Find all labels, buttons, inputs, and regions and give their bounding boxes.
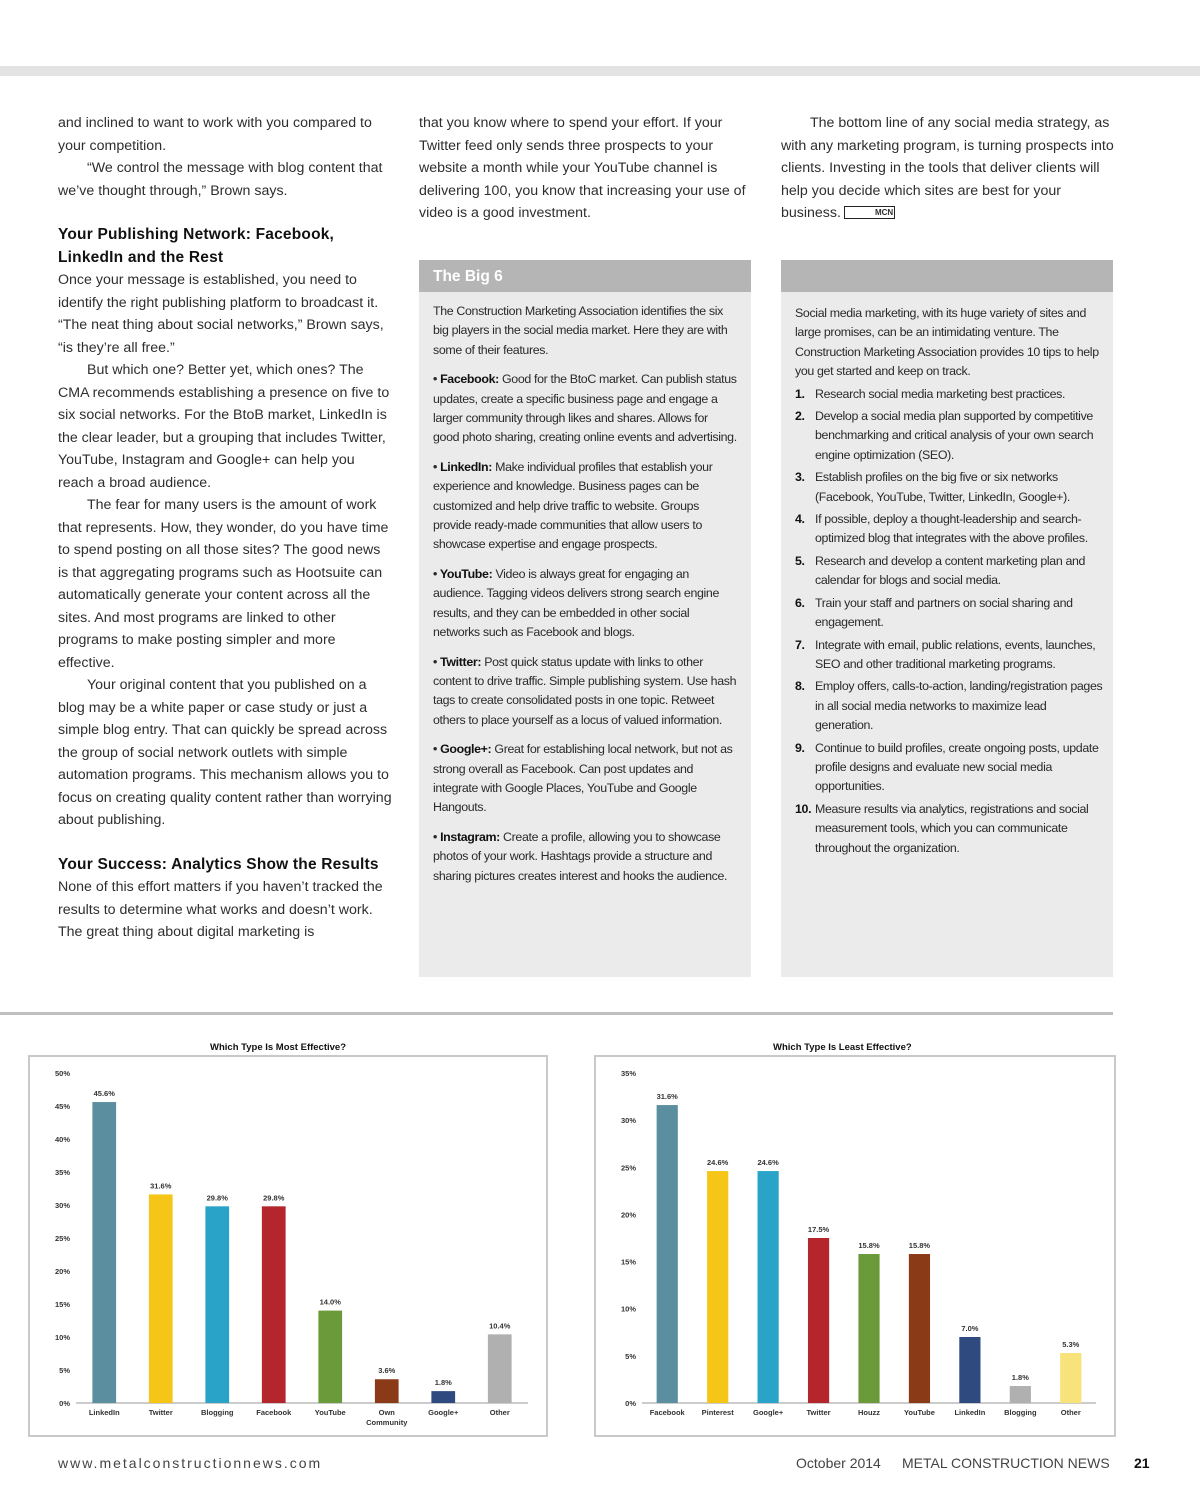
footer-url: www.metalconstructionnews.com xyxy=(58,1455,323,1471)
tip-number: 10. xyxy=(795,801,812,816)
tip-item xyxy=(795,468,1103,507)
sidebar-big-6 xyxy=(419,260,751,977)
tip-item xyxy=(795,677,1103,735)
data-label: 5.3% xyxy=(1062,1340,1080,1350)
x-tick-label: YouTube xyxy=(903,1408,935,1417)
article-column-3 xyxy=(781,112,1116,225)
sidebar-intro: Social media marketing, with its huge variety of sites and large promises, can be an intimidating venture. The Construction Marketing Association provides 10 tips to help you get started and keep on track. xyxy=(795,306,1099,379)
tip-text: Employ offers, calls-to-action, landing/registration pages in all social media networks to maximize lead generation. xyxy=(815,679,1103,733)
x-tick-label: Other xyxy=(1060,1408,1081,1417)
tip-number: 4. xyxy=(795,512,805,527)
bar xyxy=(758,1171,779,1403)
sidebar-title: The Big 6 xyxy=(419,260,751,292)
tip-item xyxy=(795,552,1103,591)
data-label: 29.8% xyxy=(263,1193,285,1203)
tip-text: If possible, deploy a thought-leadership and search-optimized blog that integrates with the above profiles. xyxy=(815,512,1088,546)
data-label: 1.8% xyxy=(1011,1373,1029,1383)
bar xyxy=(959,1337,980,1403)
y-tick-label: 15% xyxy=(54,1300,70,1309)
feature-description: Make individual profiles that establish your experience and knowledge. Business pages can be customized and help drive traffic to website. Groups provide ready-made communities that allow users to showcase expertise and engage prospects. xyxy=(433,459,713,552)
bar xyxy=(1060,1353,1081,1403)
feature-item xyxy=(433,565,737,643)
bar xyxy=(707,1171,728,1403)
y-tick-label: 25% xyxy=(54,1234,70,1243)
y-tick-label: 20% xyxy=(620,1210,636,1220)
bar xyxy=(149,1194,173,1403)
y-tick-label: 15% xyxy=(620,1257,636,1267)
x-tick-label: Own xyxy=(378,1408,395,1417)
tip-text: Continue to build profiles, create ongoing posts, update profile designs and evaluate new social media opportunities. xyxy=(815,740,1099,794)
sidebar-intro: The Construction Marketing Association identifies the six big players in the social media market. Here they are with some of their features. xyxy=(433,304,728,357)
paragraph: that you know where to spend your effort. If your Twitter feed only sends three prospects to your website a month while your YouTube channel is delivering 100, you know that increasing your use of video is a good investment. xyxy=(419,115,746,221)
bar xyxy=(858,1254,879,1403)
x-tick-label: Facebook xyxy=(256,1408,292,1417)
closing-paragraph-text: The bottom line of any social media strategy, as with any marketing program, is turning prospects into clients. Investing in the tools that deliver clients will help you decide which sites are best for your business. xyxy=(781,115,1114,221)
tip-text: Establish profiles on the big five or six networks (Facebook, YouTube, Twitter, LinkedIn, Google+). xyxy=(815,470,1070,504)
tip-text: Research and develop a content marketing plan and calendar for blogs and social media. xyxy=(815,553,1086,588)
data-label: 15.8% xyxy=(858,1241,880,1251)
paragraph xyxy=(781,112,1116,225)
feature-name: LinkedIn: xyxy=(440,459,493,474)
paragraph: None of this effort matters if you haven’t tracked the results to determine what works and doesn’t work. The great thing about digital marketing is xyxy=(58,879,383,940)
y-tick-label: 30% xyxy=(54,1201,70,1210)
bullet-icon: • xyxy=(433,742,441,757)
feature-name: YouTube: xyxy=(439,566,493,581)
y-tick-label: 0% xyxy=(59,1399,70,1408)
data-label: 10.4% xyxy=(489,1321,511,1331)
feature-name: Instagram: xyxy=(440,829,500,844)
paragraph: Once your message is established, you need to identify the right publishing platform to broadcast it. “The neat thing about social networks,” Brown says, “is they’re all free.” xyxy=(58,272,384,356)
x-tick-label: Facebook xyxy=(649,1408,685,1417)
tip-number: 5. xyxy=(795,553,805,568)
feature-name: Twitter: xyxy=(440,654,482,669)
bar xyxy=(431,1391,455,1403)
data-label: 29.8% xyxy=(206,1193,228,1203)
tip-number: 6. xyxy=(795,595,805,610)
tip-number: 2. xyxy=(795,409,805,424)
feature-description: Great for establishing local network, but not as strong overall as Facebook. Can post updates and integrate with Google Places, YouTube and Google Hangouts. xyxy=(433,742,733,815)
tip-text: Develop a social media plan supported by competitive benchmarking and critical analysis of your own search engine optimization (SEO). xyxy=(815,409,1094,462)
tip-number: 1. xyxy=(795,386,805,401)
x-tick-label: LinkedIn xyxy=(954,1408,986,1417)
bullet-icon: • xyxy=(433,654,441,669)
tip-item xyxy=(795,800,1103,858)
data-label: 7.0% xyxy=(961,1324,979,1333)
paragraph: “We control the message with blog content that we’ve thought through,” Brown says. xyxy=(58,160,383,199)
chart-title-most-effective: Which Type Is Most Effective? xyxy=(210,1042,347,1053)
y-tick-label: 0% xyxy=(625,1399,636,1408)
bar xyxy=(1010,1386,1031,1403)
paragraph: Your original content that you published on a blog may be a white paper or case study or just a simple blog entry. That can quickly be spread across the group of social network outlets with simple automation programs. This mechanism allows you to focus on creating quality content rather than worrying about publishing. xyxy=(58,677,392,828)
footer-magazine-name: METAL CONSTRUCTION NEWS xyxy=(902,1455,1110,1471)
tip-text: Train your staff and partners on social sharing and engagement. xyxy=(815,595,1073,630)
bullet-icon: • xyxy=(433,372,441,387)
y-tick-label: 10% xyxy=(54,1333,70,1342)
y-tick-label: 5% xyxy=(59,1366,70,1375)
x-tick-label: Other xyxy=(489,1408,510,1417)
bar xyxy=(909,1254,930,1403)
feature-item xyxy=(433,458,737,555)
bar xyxy=(808,1238,829,1403)
data-label: 31.6% xyxy=(656,1092,678,1102)
paragraph: The fear for many users is the amount of work that represents. How, they wonder, do you have time to spend posting on all those sites? The good news is that aggregating programs such as Hootsuite can automatically generate your content across all the sites. And most programs are linked to other programs to make posting simpler and more effective. xyxy=(58,497,389,671)
data-label: 14.0% xyxy=(319,1297,341,1307)
data-label: 45.6% xyxy=(93,1089,115,1099)
bar xyxy=(488,1334,512,1403)
x-tick-label: Community xyxy=(366,1418,408,1427)
tips-list xyxy=(795,385,1103,858)
tip-number: 9. xyxy=(795,740,805,755)
article-column-2 xyxy=(419,112,754,225)
chart-most-effective xyxy=(28,1055,548,1437)
y-tick-label: 5% xyxy=(625,1351,636,1361)
feature-item xyxy=(433,828,737,886)
feature-description: Good for the BtoC market. Can publish status updates, create a specific business page and engage a larger community through likes and shares. Allows for good photo sharing, creating online events and advertising. xyxy=(433,372,737,445)
article-column-1 xyxy=(58,112,392,944)
bar xyxy=(375,1379,399,1403)
data-label: 3.6% xyxy=(378,1366,396,1376)
feature-name: Facebook: xyxy=(440,372,499,387)
bar xyxy=(205,1206,229,1403)
bar xyxy=(92,1102,116,1403)
y-tick-label: 20% xyxy=(54,1267,70,1276)
chart-title-least-effective: Which Type Is Least Effective? xyxy=(773,1042,912,1053)
feature-item xyxy=(433,740,737,818)
feature-item xyxy=(433,653,737,731)
bullet-icon: • xyxy=(433,566,440,581)
y-tick-label: 45% xyxy=(54,1102,70,1111)
section-heading: Your Publishing Network: Facebook, LinkedIn and the Rest xyxy=(58,226,335,266)
tip-text: Measure results via analytics, registrations and social measurement tools, which you can communicate throughout the organization. xyxy=(815,801,1089,855)
top-divider-bar xyxy=(0,66,1200,76)
section-divider xyxy=(0,1012,1113,1015)
feature-name: Google+: xyxy=(440,742,492,757)
tip-number: 3. xyxy=(795,470,805,485)
y-tick-label: 25% xyxy=(620,1163,636,1173)
footer-issue-date: October 2014 xyxy=(796,1455,881,1471)
tip-number: 8. xyxy=(795,679,805,694)
x-tick-label: Google+ xyxy=(753,1408,784,1417)
y-tick-label: 35% xyxy=(54,1168,70,1177)
data-label: 15.8% xyxy=(908,1241,931,1251)
sidebar-tips xyxy=(781,260,1113,977)
y-tick-label: 35% xyxy=(620,1069,636,1078)
tip-item xyxy=(795,510,1103,549)
data-label: 1.8% xyxy=(434,1378,452,1388)
x-tick-label: Blogging xyxy=(201,1408,234,1417)
x-tick-label: LinkedIn xyxy=(88,1408,120,1417)
y-tick-label: 10% xyxy=(620,1304,636,1314)
tip-item xyxy=(795,385,1103,404)
tip-item xyxy=(795,636,1103,675)
bar xyxy=(318,1311,342,1403)
feature-description: Video is always great for engaging an audience. Tagging videos delivers strong search engine results, and they can be embedded in other social networks such as Facebook and blogs. xyxy=(433,566,720,640)
y-tick-label: 50% xyxy=(54,1069,70,1078)
feature-list xyxy=(433,370,737,886)
y-tick-label: 30% xyxy=(620,1116,636,1126)
x-tick-label: Houzz xyxy=(857,1408,881,1417)
feature-description: Create a profile, allowing you to showcase photos of your work. Hashtags provide a structure and sharing pictures creates interest and hooks the audience. xyxy=(433,829,728,883)
tip-item xyxy=(795,594,1103,633)
bar-chart-least-effective xyxy=(596,1057,1114,1435)
x-tick-label: Twitter xyxy=(806,1408,831,1417)
tip-item xyxy=(795,739,1103,797)
tip-text: Integrate with email, public relations, events, launches, SEO and other traditional marketing programs. xyxy=(815,637,1096,671)
section-heading: Your Success: Analytics Show the Results xyxy=(58,855,379,873)
x-tick-label: Twitter xyxy=(148,1408,173,1417)
x-tick-label: YouTube xyxy=(314,1408,346,1417)
feature-description: Post quick status update with links to other content to drive traffic. Simple publishing system. Use hash tags to create consolidated posts in one topic. Retweet others to place yourself as a locus of valued information. xyxy=(433,654,737,727)
bar xyxy=(657,1105,678,1403)
page-number: 21 xyxy=(1134,1455,1150,1471)
sidebar-title xyxy=(781,260,1113,292)
paragraph: But which one? Better yet, which ones? The CMA recommends establishing a presence on five to six social networks. For the BtoB market, LinkedIn is the clear leader, but a grouping that includes Twitter, YouTube, Instagram and Google+ can help you reach a broad audience. xyxy=(58,362,390,491)
tip-item xyxy=(795,407,1103,465)
chart-least-effective xyxy=(594,1055,1116,1437)
data-label: 31.6% xyxy=(150,1181,172,1191)
data-label: 24.6% xyxy=(707,1158,729,1168)
feature-item xyxy=(433,370,737,448)
tip-text: Research social media marketing best practices. xyxy=(815,386,1066,401)
bullet-icon: • xyxy=(433,829,441,844)
data-label: 17.5% xyxy=(807,1225,830,1234)
x-tick-label: Google+ xyxy=(428,1408,459,1417)
end-mark: MCN xyxy=(844,206,895,219)
data-label: 24.6% xyxy=(757,1158,779,1168)
tip-number: 7. xyxy=(795,637,805,652)
bar xyxy=(262,1206,286,1403)
paragraph: and inclined to want to work with you compared to your competition. xyxy=(58,115,372,154)
x-tick-label: Blogging xyxy=(1004,1408,1037,1417)
y-tick-label: 40% xyxy=(54,1135,70,1144)
bar-chart-most-effective xyxy=(30,1057,546,1435)
bullet-icon: • xyxy=(433,459,441,474)
x-tick-label: Pinterest xyxy=(701,1408,734,1417)
